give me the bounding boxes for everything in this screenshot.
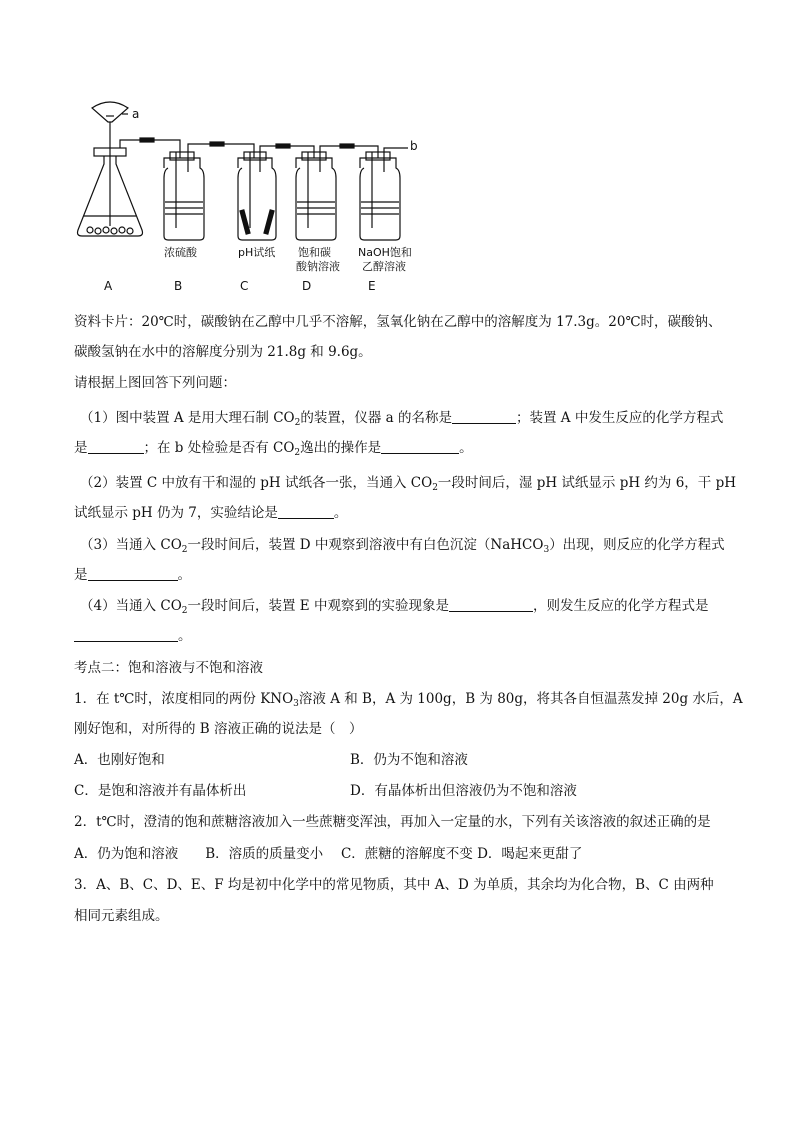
q3-line-2 — [74, 567, 724, 583]
q2-sub: 2 — [432, 483, 438, 493]
bottle-e — [360, 158, 400, 240]
section2-heading — [74, 660, 724, 676]
q4-text-c: ，则发生反应的化学方程式是 — [532, 598, 709, 614]
separatory-funnel — [92, 102, 128, 122]
q2-blank[interactable] — [278, 505, 334, 519]
q3-text-b: 一段时间后，装置 D 中观察到溶液中有白色沉淀（NaHCO — [187, 537, 544, 553]
p1-sub: 3 — [293, 699, 299, 709]
bottle-c — [238, 158, 276, 240]
q1-text-g: 。 — [459, 440, 473, 456]
q4-blank-1[interactable] — [449, 598, 533, 612]
q2-line-1 — [80, 475, 737, 496]
q3-text-d: 是 — [74, 567, 88, 583]
q1-line-2 — [74, 440, 724, 461]
p3-text-2: 相同元素组成。 — [74, 908, 169, 924]
letter-a: A — [104, 279, 113, 293]
q4-line-2 — [74, 628, 724, 644]
p2-line-2 — [74, 846, 724, 862]
p2-text-2: A．仍为饱和溶液 B．溶质的质量变小 C．蔗糖的溶解度不变 D．喝起来更甜了 — [74, 846, 583, 862]
q3-text-c: ）出现，则反应的化学方程式 — [549, 537, 725, 553]
q4-blank-2[interactable] — [74, 628, 178, 642]
p3-line-2 — [74, 908, 724, 924]
p2-text-1: 2．t℃时，澄清的饱和蔗糖溶液加入一些蔗糖变浑浊，再加入一定量的水，下列有关该溶液的叙述正确的是 — [74, 814, 711, 830]
label-b-reagent: 浓硫酸 — [164, 246, 197, 259]
intro-line — [74, 375, 724, 391]
intro-text: 请根据上图回答下列问题： — [74, 375, 236, 391]
q1-sub: 2 — [294, 418, 301, 428]
q1-blank-2[interactable] — [88, 440, 144, 454]
label-e-reagent-1: NaOH饱和 — [358, 246, 412, 259]
q1-text-b: 的装置，仪器 a 的名称是 — [300, 410, 452, 426]
section2-text: 考点二：饱和溶液与不饱和溶液 — [74, 660, 263, 676]
label-c-reagent: pH试纸 — [238, 246, 276, 259]
p1-text-b: 溶液 A 和 B，A 为 100g，B 为 80g，将其各自恒温蒸发掉 20g 水后，A — [298, 691, 743, 707]
label-d-reagent-1: 饱和碳 — [298, 246, 331, 259]
p3-line-1 — [74, 877, 724, 893]
q3-sub: 2 — [181, 545, 188, 555]
p1-text-a: 1．在 t℃时，浓度相同的两份 KNO — [74, 691, 294, 707]
q4-text-e: 。 — [178, 628, 192, 644]
q2-text-b: 一段时间后，湿 pH 试纸显示 pH 约为 6，干 pH — [437, 475, 737, 491]
q1-text-f: 逸出的操作是 — [300, 440, 382, 456]
q1-text-a: （1）图中装置 A 是用大理石制 CO — [80, 410, 295, 426]
card-text-1: 资料卡片：20℃时，碳酸钠在乙醇中几乎不溶解，氢氧化钠在乙醇中的溶解度为 17.3g。20℃时，碳酸钠、 — [74, 314, 722, 330]
p1-option-c[interactable]: C．是饱和溶液并有晶体析出 — [74, 783, 247, 799]
q2-line-2 — [74, 505, 724, 521]
p1-text-2: 刚好饱和，对所得的 B 溶液正确的说法是（ ） — [74, 721, 363, 737]
label-d-reagent-2: 酸钠溶液 — [296, 260, 340, 273]
q3-blank[interactable] — [88, 567, 178, 581]
letter-b: B — [174, 279, 183, 293]
q3-line-1 — [80, 537, 730, 558]
q3-text-a: （3）当通入 CO — [80, 537, 182, 553]
label-a: a — [132, 107, 140, 121]
p2-line-1 — [74, 814, 724, 830]
q2-text-a: （2）装置 C 中放有干和湿的 pH 试纸各一张，当通入 CO — [80, 475, 433, 491]
card-line-1 — [74, 314, 724, 330]
q4-text-b: 一段时间后，装置 E 中观察到的实验现象是 — [187, 598, 449, 614]
letter-e: E — [368, 279, 376, 293]
q4-line-1 — [80, 598, 730, 619]
q2-text-c: 试纸显示 pH 仍为 7，实验结论是 — [74, 505, 278, 521]
label-e-reagent-2: 乙醇溶液 — [362, 260, 406, 273]
q3-sub-2: 3 — [543, 545, 550, 555]
q4-text-a: （4）当通入 CO — [80, 598, 182, 614]
p1-option-d[interactable]: D．有晶体析出但溶液仍为不饱和溶液 — [350, 783, 577, 799]
bottle-b — [164, 158, 204, 240]
p1-option-b[interactable]: B．仍为不饱和溶液 — [350, 752, 468, 768]
q4-sub: 2 — [181, 606, 188, 616]
apparatus-diagram — [70, 98, 430, 298]
apparatus-figure — [70, 98, 430, 298]
p3-text-1: 3．A、B、C、D、E、F 均是初中化学中的常见物质，其中 A、D 为单质，其余均为化合物，B、C 由两种 — [74, 877, 714, 893]
card-line-2 — [74, 344, 724, 360]
q1-blank-3[interactable] — [381, 440, 459, 454]
q1-line-1 — [80, 410, 730, 431]
p1-line-2 — [74, 721, 724, 737]
q1-text-e: ；在 b 处检验是否有 CO — [143, 440, 295, 456]
p1-line-1 — [74, 691, 743, 712]
q1-blank-1[interactable] — [452, 410, 516, 424]
q2-text-d: 。 — [333, 505, 348, 521]
bottle-d — [296, 158, 336, 240]
letter-d: D — [302, 279, 312, 293]
q3-text-e: 。 — [177, 567, 191, 583]
letter-c: C — [240, 279, 249, 293]
card-text-2: 碳酸氢钠在水中的溶解度分别为 21.8g 和 9.6g。 — [74, 344, 372, 360]
q1-text-d: 是 — [74, 440, 88, 456]
p1-option-a[interactable]: A．也刚好饱和 — [74, 752, 165, 768]
q1-sub-2: 2 — [294, 448, 301, 458]
label-b: b — [410, 139, 418, 153]
q1-text-c: ；装置 A 中发生反应的化学方程式 — [515, 410, 724, 426]
